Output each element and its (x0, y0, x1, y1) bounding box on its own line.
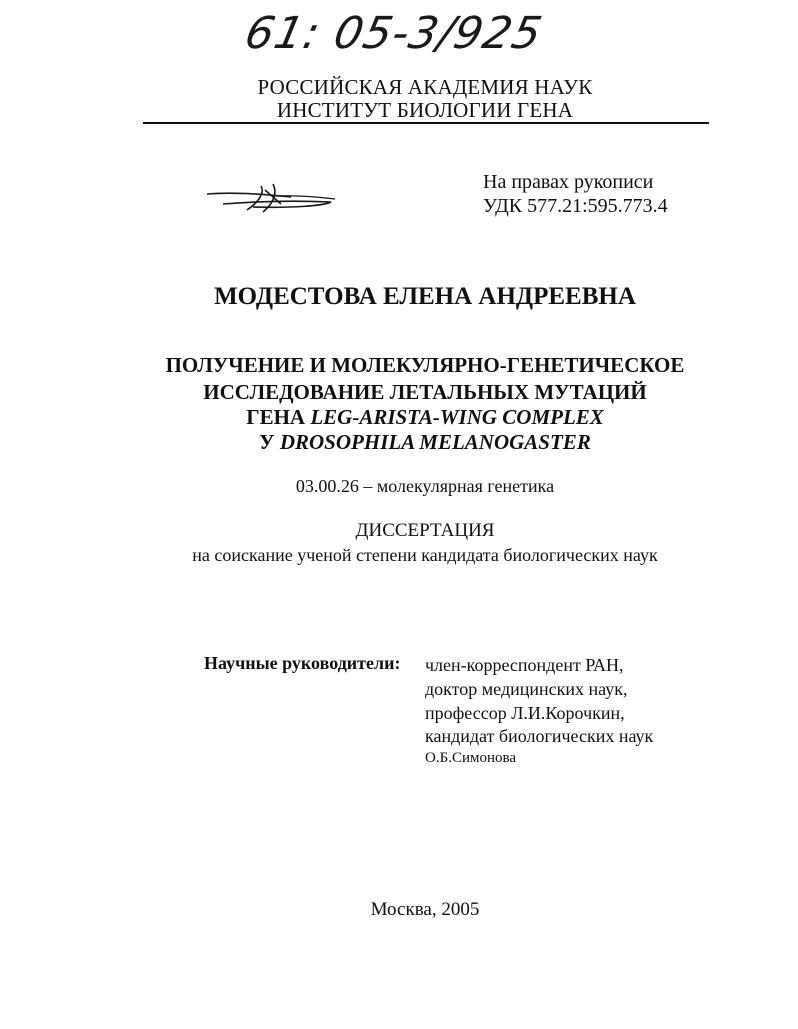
title-line-4-prefix: У (259, 430, 280, 454)
thesis-title-line-2: ИССЛЕДОВАНИЕ ЛЕТАЛЬНЫХ МУТАЦИЙ (203, 380, 647, 404)
supervisor-line: член-корреспондент РАН, (425, 655, 624, 675)
udk-code: УДК 577.21:595.773.4 (483, 195, 668, 217)
author-name: МОДЕСТОВА ЕЛЕНА АНДРЕЕВНА (214, 283, 636, 310)
header-divider (143, 122, 709, 124)
archive-code-handwritten: 61: 05-3/925 (240, 8, 547, 59)
supervisor-line: доктор медицинских наук, (425, 679, 628, 699)
species-name: DROSOPHILA MELANOGASTER (279, 430, 591, 454)
city-and-year: Москва, 2005 (370, 899, 480, 920)
supervisors-label: Научные руководители: (204, 653, 401, 673)
organization-name: РОССИЙСКАЯ АКАДЕМИЯ НАУК (257, 75, 593, 99)
thesis-title-line-1: ПОЛУЧЕНИЕ И МОЛЕКУЛЯРНО-ГЕНЕТИЧЕСКОЕ (165, 353, 685, 377)
specialty-code: 03.00.26 – молекулярная генетика (295, 476, 555, 496)
supervisor-line: профессор Л.И.Корочкин, (425, 703, 625, 723)
supervisor-line: О.Б.Симонова (425, 750, 517, 766)
gene-name: LEG-ARISTA-WING COMPLEX (310, 405, 604, 429)
signature-icon (203, 180, 338, 218)
thesis-title-line-3 (0, 404, 798, 431)
institute-name: ИНСТИТУТ БИОЛОГИИ ГЕНА (276, 98, 574, 122)
manuscript-rights-note: На правах рукописи (483, 171, 654, 193)
degree-statement: на соискание ученой степени кандидата биологических наук (192, 545, 658, 565)
document-type: ДИССЕРТАЦИЯ (355, 520, 495, 541)
thesis-title-line-4 (0, 429, 798, 456)
title-line-3-prefix: ГЕНА (246, 405, 311, 429)
supervisor-line: кандидат биологических наук (425, 726, 654, 746)
